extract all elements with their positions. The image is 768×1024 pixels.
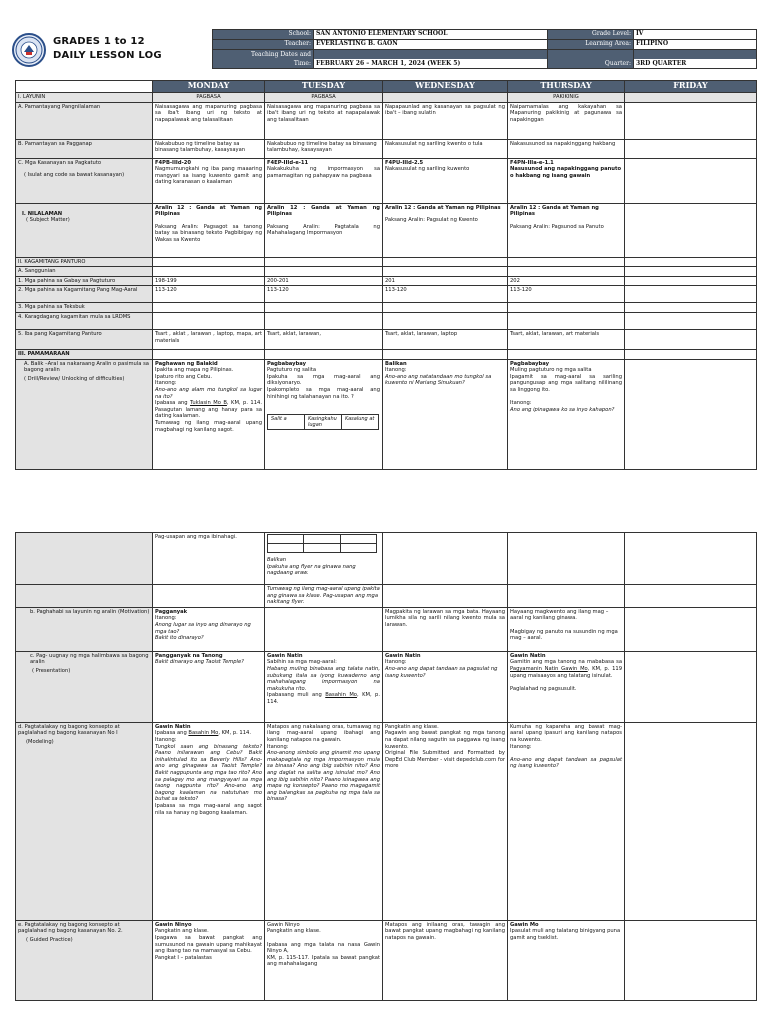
- cell-balik-aral-tuesday: Pagbabaybay Pagtuturo ng salita Ipakuha sa mga mag-aaral ang diksiyonaryo. Ipakompleto sa mga mag-aaral ang hinihingi ng talahanayan na ito. ? Salit a Kasingkahu lugan Kasalung at: [265, 359, 383, 469]
- deped-seal-logo: [12, 33, 46, 67]
- cell-guided-thursday: Gawin Mo Ipasulat muli ang talatang binigyang puna gamit ang tseklist.: [508, 920, 625, 1000]
- vocab-col-kasingkahulugan: Kasingkahu lugan: [305, 415, 342, 430]
- teacher-value: EVERLASTING B. GAON: [314, 40, 548, 50]
- cell-modeling-wednesday: Pangkatin ang klase. Pagawin ang bawat pangkat ng mga tanong na dapat nilang sagutin sa paggawa ng isang kuwento. Original File Submitted and Formatted by DepEd Club Member - visit depedclub.com for more: [383, 722, 508, 920]
- cell-guided-wednesday: Matapos ang inilaang oras, tawagin ang bawat pangkat upang magbahagi ng kanilang natapos na gawain.: [383, 920, 508, 1000]
- quarter-value: 3RD QUARTER: [636, 60, 687, 67]
- cell-balik-cont-tuesday-2: Tumawag ng ilang mag-aaral upang ipakita ang ginawa sa klase. Pag-usapan ang mga nakitang flyer.: [265, 585, 383, 608]
- cell-text: 113-120: [153, 286, 265, 303]
- day-header-monday: MONDAY: [153, 81, 265, 93]
- cell-presentation-thursday: Gawin Natin Gamitin ang mga tanong na mababasa sa Pagyamanin Natin Gawin Mo, KM, p. 119 upang maisaayos ang talatang isinulat. Paglalahad ng pagsusulit.: [508, 651, 625, 722]
- cell-text: 202: [508, 276, 625, 286]
- cell-motivation-wednesday: Magpakita ng larawan sa mga bata. Hayaang lumikha sila ng sarili nilang kwento mula sa larawan.: [383, 607, 508, 651]
- cell-text: 113-120: [383, 286, 508, 303]
- topic-thursday: PAKIKINIG: [508, 93, 625, 103]
- cell-text: Nakabubuo ng timeline batay sa binasang talambuhay, kasaysayan: [265, 139, 383, 158]
- form-title-line1: GRADES 1 to 12: [53, 36, 145, 47]
- cell-text: Napapaunlad ang kasanayan sa pagsulat ng iba't – ibang sulatin: [383, 102, 508, 139]
- row-label-pagganap: B. Pamantayan sa Pagganap: [16, 139, 153, 158]
- row-label-nilalaman: I. NILALAMAN ( Subject Matter): [16, 203, 153, 257]
- cell-motivation-thursday: Hayaang magkwento ang ilang mag – aaral ng kanilang ginawa. Magbigay ng panuto na susundin ng mga mag – aaral.: [508, 607, 625, 651]
- learning-area-value: FILIPINO: [634, 40, 757, 50]
- teacher-label: Teacher:: [213, 40, 314, 50]
- vocab-col-kasalungat: Kasalung at: [342, 415, 379, 430]
- cell-presentation-wednesday: Gawin Natin Itanong: Ano-ano ang dapat tandaan sa pagsulat ng isang kuwento?: [383, 651, 508, 722]
- teaching-dates-label: Teaching Dates and Time:: [213, 50, 314, 69]
- topic-wednesday: [383, 93, 508, 103]
- cell-balik-aral-monday: Paghawan ng Balakid Ipakita ang mapa ng Pilipinas. Ipaturo rito ang Cebu. Itanong: Ano-ano ang alam mo tungkol sa lugar na ito? Ipabasa ang Tuklasin Mo B, KM, p. 114. Pasagutan lamang ang hanay para sa dating kaalaman. Tumawag ng ilang mag-aaral upang magbahagi ng kanilang sagot.: [153, 359, 265, 469]
- cell-presentation-monday: Pangganyak na Tanong Bakit dinarayo ang Taoist Temple?: [153, 651, 265, 722]
- cell-kasanayan: [625, 158, 757, 203]
- cell-text: Nakabubuo ng timeline batay sa binasang talambuhay, kasaysayan: [153, 139, 265, 158]
- lesson-log-table-continued: [15, 532, 757, 1001]
- cell-kasanayan: F4PU-IIId-2.5 Nakasusulat ng sariling kuwento: [383, 158, 508, 203]
- learning-area-label: Learning Area:: [548, 40, 634, 50]
- cell-nilalaman: Aralin 12 : Ganda at Yaman ng Pilipinas Paksang Aralin: Pagsunod sa Panuto: [508, 203, 625, 257]
- school-label: School:: [213, 30, 314, 40]
- cell-guided-monday: Gawin Ninyo Pangkatin ang klase. Ipagawa sa bawat pangkat ang sumusunod na gawain upang mahikayat ang ibang tao na mamasyal sa Cebu. Pangkat I – patalastas: [153, 920, 265, 1000]
- cell-text: Tsart, aklat, larawan, laptop: [383, 329, 508, 349]
- school-value: SAN ANTONIO ELEMENTARY SCHOOL: [314, 30, 548, 40]
- lesson-log-table: [15, 80, 757, 470]
- grade-level-label: Grade Level:: [548, 30, 634, 40]
- cell-balik-cont-tuesday: Balikan Ipakuha ang flyer na ginawa nang nagdaang araw.: [265, 533, 383, 585]
- cell-text: Naipamamalas ang kakayahan sa Mapanuring pakikinig at pagunawa sa napakinggan: [508, 102, 625, 139]
- cell-text: 201: [383, 276, 508, 286]
- cell-text: [625, 329, 757, 349]
- section-pamamaraan: III. PAMAMARAAN: [16, 349, 153, 359]
- cell-modeling-tuesday: Matapos ang nakalaang oras, tumawag ng ilang mag-aaral upang ibahagi ang kanilang natapos na gawain. Itanong: Ano-anong simbolo ang ginamit mo upang makapagtala ng mga impormasyon mula sa binasa? Ano ang ibig sabihin nito? Ano ang daglat na salita ang isinulat mo? Ano ang ibig sabihin nito? Paano isinagawa ang mapa ng konsepto? Paano mo magagamit ang balangkas sa pagkuha ng mga tala sa binasa?: [265, 722, 383, 920]
- cell-text: 198-199: [153, 276, 265, 286]
- day-header-tuesday: TUESDAY: [265, 81, 383, 93]
- cell-text: [625, 102, 757, 139]
- day-header-wednesday: WEDNESDAY: [383, 81, 508, 93]
- row-label-guided-practice: e. Pagtatalakay ng bagong konsepto at paglalahad ng bagong kasanayan No. 2. ( Guided Practice): [16, 920, 153, 1000]
- topic-tuesday: PAGBASA: [265, 93, 383, 103]
- cell-text: [625, 139, 757, 158]
- row-label-modeling: d. Pagtatalakay ng bagong konsepto at paglalahad ng bagong kasanayan No I (Modeling): [16, 722, 153, 920]
- cell-nilalaman: Aralin 12 : Ganda at Yaman ng Pilipinas Paksang Aralin: Pagsagot sa tanong batay sa binasang teksto Pagbibigay ng Wakas sa Kwento: [153, 203, 265, 257]
- cell-nilalaman: Aralin 12 : Ganda at Yaman ng Pilipinas Paksang Aralin: Pagsulat ng Kwento: [383, 203, 508, 257]
- day-header-thursday: THURSDAY: [508, 81, 625, 93]
- section-layunin: I. LAYUNIN: [16, 93, 153, 103]
- row-label-presentation: c. Pag- uugnay ng mga halimbawa sa bagong aralin ( Presentation): [16, 651, 153, 722]
- row-label-mag-aaral: 2. Mga pahina sa Kagamitang Pang Mag-Aaral: [16, 286, 153, 303]
- cell-motivation-tuesday: [265, 607, 383, 651]
- cell-kasanayan: F4PB-IIId-20 Nagmumungkahi ng iba pang maaaring mangyari sa isang kuwento gamit ang dating karanasan o kaalaman: [153, 158, 265, 203]
- day-header-friday: FRIDAY: [625, 81, 757, 93]
- cell-text: Tsart, aklat, larawan, art materials: [508, 329, 625, 349]
- cell-text: [625, 286, 757, 303]
- row-label-sanggunian: A. Sanggunian: [16, 267, 153, 277]
- cell-text: Naisasagawa ang mapanuring pagbasa sa iba't ibang uri ng teksto at napapalawak ang talasalitaan: [153, 102, 265, 139]
- cell-guided-tuesday: Gawin Ninyo Pangkatin ang klase. Ipabasa ang mga talata na nasa Gawin Ninyo A, KM, p. 115-117. Ipatala sa bawat pangkat ang mahahalagang: [265, 920, 383, 1000]
- cell-text: Naisasagawa ang mapanuring pagbasa sa iba't ibang uri ng teksto at napapalawak ang talasalitaan: [265, 102, 383, 139]
- vocab-col-salita: Salit a: [268, 415, 305, 430]
- row-label-teksbuk: 3. Mga pahina sa Teksbuk: [16, 303, 153, 313]
- vocabulary-table: [267, 414, 379, 430]
- cell-kasanayan: F4EP-IIId-e-11 Nakakukuha ng impormasyon sa pamamagitan ng pahapyaw na pagbasa: [265, 158, 383, 203]
- depedclub-notice: Original File Submitted and Formatted by DepEd Club Member - visit depedclub.com for more: [385, 750, 505, 770]
- cell-text: Nakasusunod sa napakinggang hakbang: [508, 139, 625, 158]
- cell-text: 113-120: [508, 286, 625, 303]
- cell-text: 200-201: [265, 276, 383, 286]
- cell-motivation-monday: Pagganyak Itanong: Anong lugar sa inyo ang dinarayo ng mga tao? Bakit ito dinarayo?: [153, 607, 265, 651]
- row-label-balik-aral: A. Balik –Aral sa nakaraang Aralin o pasimula sa bagong aralin ( Drill/Review/ Unlocking of difficulties): [16, 359, 153, 469]
- cell-nilalaman: [625, 203, 757, 257]
- topic-friday: [625, 93, 757, 103]
- cell-balik-aral-wednesday: Balikan Itanong: Ano-ano ang natatandaan mo tungkol sa kuwento ni Mariang Sinukuan?: [383, 359, 508, 469]
- row-label-pangnilalaman: A. Pamantayang Pangnilalaman: [16, 102, 153, 139]
- cell-text: Nakasusulat ng sariling kwento o tula: [383, 139, 508, 158]
- cell-text: Tsart , aklat , larawan , laptop, mapa, art materials: [153, 329, 265, 349]
- cell-kasanayan: F4PN-IIIa-e-1.1 Nasusunod ang napakinggang panuto o hakbang ng isang gawain: [508, 158, 625, 203]
- cell-text: 113-120: [265, 286, 383, 303]
- teaching-dates-value: FEBRUARY 26 – MARCH 1, 2024 (WEEK 5): [316, 60, 461, 67]
- grade-level-value: IV: [634, 30, 757, 40]
- row-label-kasanayan: C. Mga Kasanayan sa Pagkatuto ( Isulat ang code sa bawat kasanayan): [16, 158, 153, 203]
- row-label-iba-pang: 5. Iba pang Kagamitang Panturo: [16, 329, 153, 349]
- cell-text: [625, 276, 757, 286]
- cell-text: Tsart, aklat, larawan,: [265, 329, 383, 349]
- cell-modeling-thursday: Kumuha ng kapareha ang bawat mag-aaral upang ipasuri ang kanilang natapos na kuwento. Itanong: Ano-ano ang dapat tandaan sa pagsulat ng isang kuwento?: [508, 722, 625, 920]
- cell-balik-aral-thursday: Pagbabaybay Muling pagtuturo ng mga salita Ipagamit sa mag-aaral sa sariling pangungusap ang mga salitang nililinang sa linggong ito. Itanong: Ano ang ipinagawa ko sa inyo kahapon?: [508, 359, 625, 469]
- vocabulary-table-rows: [267, 534, 377, 553]
- cell-modeling-monday: Gawin Natin Ipabasa ang Basahin Mo, KM, p. 114. Itanong: Tungkol saan ang binasang teksto? Paano inilarawan ang Cebu? Bakit inihalintulad ito sa Beverly Hills? Ano-ano ang ginagawa sa Taoist Temple? Bakit nagpupunta ang mga tao rito? Ano sa palagay mo ang mangyayari sa mga taong nagpunta rito? Ano-ano ang bagong kaalaman na natutuhan mo buhat sa teksto? Ipabasa sa mga mag-aaral ang sagot nila sa hanay ng bagong kaalaman.: [153, 722, 265, 920]
- row-label-motivation: b. Paghahabi sa layunin ng aralin (Motivation): [16, 607, 153, 651]
- row-label-lrdms: 4. Karagdagang kagamitan mula sa LRDMS: [16, 312, 153, 329]
- row-label-gabay: 1. Mga pahina sa Gabay sa Pagtuturo: [16, 276, 153, 286]
- cell-nilalaman: Aralin 12 : Ganda at Yaman ng Pilipinas Paksang Aralin: Pagtatala ng Mahahalagang Impormasyon: [265, 203, 383, 257]
- form-title-line2: DAILY LESSON LOG: [53, 50, 162, 61]
- section-kagamitan: II. KAGAMITANG PANTURO: [16, 257, 153, 267]
- cell-presentation-tuesday: Gawin Natin Sabihin sa mga mag-aaral: Habang muling binabasa ang talata natin, subukang itala sa iyong kuwaderno ang mahahalagang impormasyon na makukuha rito. Ipabasang muli ang Basahin Mo, KM, p. 114.: [265, 651, 383, 722]
- topic-monday: PAGBASA: [153, 93, 265, 103]
- header-info-table: [212, 29, 757, 69]
- cell-balik-cont-monday: Pag-usapan ang mga ibinahagi.: [153, 533, 265, 585]
- quarter-label: Quarter:: [548, 59, 633, 68]
